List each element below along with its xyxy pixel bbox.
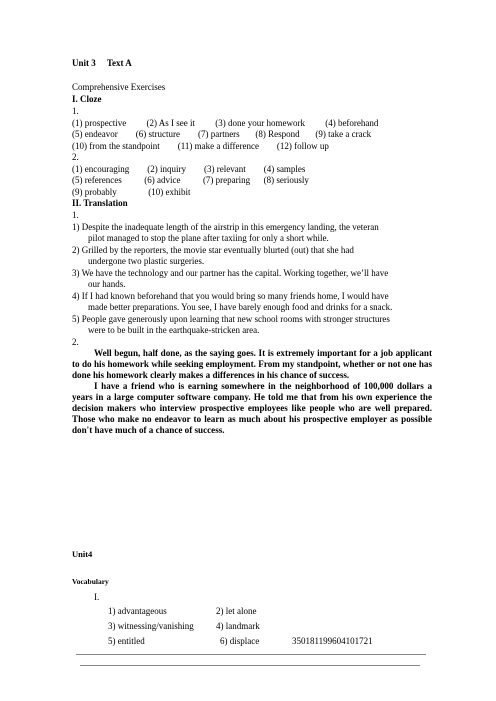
vocabulary-heading: Vocabulary: [72, 577, 109, 586]
essay-text: [72, 348, 432, 436]
cloze-answer-line: (10) from the standpoint (11) make a difference (12) follow up: [72, 141, 329, 151]
vocabulary-answer: 1) advantageous: [108, 606, 167, 616]
cloze-answer-line: (1) prospective (2) As I see it (3) done your homework (4) beforehand: [72, 118, 379, 128]
comprehensive-exercises-title: Comprehensive Exercises: [72, 82, 166, 92]
translation-item-line: 1) Despite the inadequate length of the airstrip in this emergency landing, the veteran: [72, 222, 379, 232]
cloze-answer-line: (1) encouraging (2) inquiry (3) relevant (4) samples: [72, 164, 306, 174]
unit3-title: Unit 3 Text A: [72, 58, 132, 68]
vocabulary-answer: 2) let alone: [216, 606, 257, 616]
vocabulary-answer: 4) landmark: [216, 621, 260, 631]
cloze-heading: I. Cloze: [72, 94, 102, 104]
vocabulary-row: [108, 621, 260, 632]
vocabulary-row: [108, 606, 257, 617]
vocabulary-answer: 3) witnessing/vanishing: [108, 621, 194, 631]
translation-item-line: 4) If I had known beforehand that you would bring so many friends home, I would have: [72, 291, 389, 301]
unit4-title: Unit4: [72, 549, 93, 559]
cloze-section-2-number: 2.: [72, 152, 79, 162]
translation-heading: II. Translation: [72, 198, 128, 208]
translation-section-1-number: 1.: [72, 210, 79, 220]
cloze-answer-line: (5) references (6) advice (7) preparing (8) seriously: [72, 175, 309, 185]
translation-item-line: 3) We have the technology and our partner has the capital. Working together, we’ll have: [72, 268, 389, 278]
translation-item-continuation: undergone two plastic surgeries.: [88, 256, 205, 266]
cloze-answer-line: (5) endeavor (6) structure (7) partners (8) Respond (9) take a crack: [72, 129, 372, 139]
translation-item-continuation: our hands.: [88, 279, 126, 289]
vocabulary-answer: 5) entitled: [108, 636, 145, 646]
translation-item-continuation: pilot managed to stop the plane after taxiing for only a short while.: [88, 233, 329, 243]
translation-item-line: 5) People gave generously upon learning that new school rooms with stronger structures: [72, 314, 390, 324]
cloze-answer-line: (9) probably (10) exhibit: [72, 187, 191, 197]
translation-item-continuation: were to be built in the earthquake-stricken area.: [88, 325, 260, 335]
translation-item-line: 2) Grilled by the reporters, the movie star eventually blurted (out) that she had: [72, 245, 354, 255]
vocabulary-answer: 6) displace: [220, 636, 260, 646]
footer-rule: [80, 665, 420, 666]
essay-paragraph: I have a friend who is earning somewhere in the neighborhood of 100,000 dollars a years in a large computer software company. He told me that from his own experience the decision makers who interview prospective employees like people who are well prepared. Those who make no endeavor to learn as much about his prospective employer as possible don't have much of a chance of success.: [72, 381, 432, 435]
essay-paragraph: Well begun, half done, as the saying goes. It is extremely important for a job applicant to do his homework while seeking employment. From my standpoint, whether or not one has done his homework clearly makes a differences in his chance of success.: [72, 348, 432, 380]
id-number-text: 350181199604101721: [292, 636, 373, 646]
cloze-section-1-number: 1.: [72, 106, 79, 116]
vocabulary-row: [108, 636, 373, 647]
translation-section-2-number: 2.: [72, 337, 79, 347]
translation-item-continuation: made better preparations. You see, I have barely enough food and drinks for a snack.: [88, 302, 393, 312]
footer-rule: [76, 654, 426, 655]
vocabulary-roman-numeral: I.: [94, 592, 100, 602]
